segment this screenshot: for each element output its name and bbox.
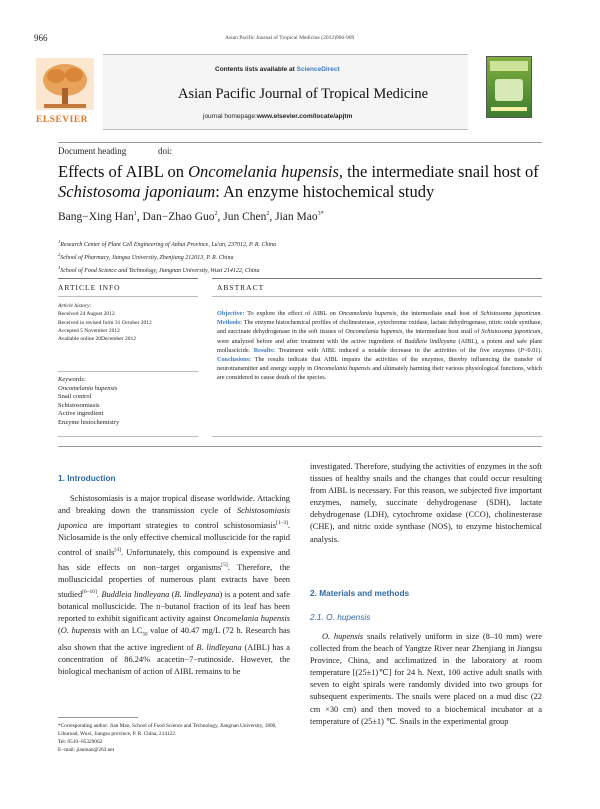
- author-list: [58, 211, 324, 223]
- introduction-continued-paragraph: investigated. Therefore, studying the activities of enzymes in the soft tissues of healthy snails and the changes that could occur resulting from AIBL is necessary. For this reason, we subjected five important enzymes, namely, succinate dehydrogenase (SDH), lactate dehydrogenase (LDH), cytochrome oxidase (CCO), cholinesterase (CHE), and nitric oxide synthase (NOS), to enzyme histochemical analysis.: [310, 462, 542, 544]
- divider: [58, 717, 138, 718]
- history-item: Received in revised form 31 October 2012: [58, 319, 152, 326]
- introduction-paragraph: Schistosomiasis is a major tropical disease worldwide. Attacking and breaking down the transmission cycle of Schistosomiasis japonica are important strategies to control schistosomiasis[1–3]. Niclosamide is the only effective chemical molluscicide for the rapid control of snails[4]. Unfortunately, this compound is expensive and has side effects on non−target organisms[5]. Therefore, the molluscicidal properties of numerous plant extracts have been studied[6–10]. Buddleia lindleyana (B. lindleyana) is a potent and safe botanical molluscicide. The n−butanol fraction of its leaf has been reported to exhibit significant activity against Oncomelania hupensis (O. hupensis with an $LC_{50}$ value of 40.47 mg/L (72 h. Research has also shown that the active ingredient of B. lindleyana (AIBL) has a concentration of 86.24% acacetin−7−rutinoside. However, the biological mechanism of action of AIBL remains to be: [58, 494, 291, 677]
- author: Dan−Zhao Guo$^2$,: [142, 211, 224, 223]
- running-head: Asian Pacific Journal of Tropical Medicine (2012)966-969: [225, 35, 355, 41]
- author: Jian Mao$^{3*}$: [275, 211, 324, 223]
- article-title: Effects of AIBL on Oncomelania hupensis, the intermediate snail host of Schistosoma japoniaum: An enzyme histochemical study: [58, 162, 539, 201]
- divider: [58, 296, 198, 297]
- keyword: Schistosomiasis: [58, 401, 100, 409]
- section-heading-introduction: 1. Introduction: [58, 473, 116, 483]
- history-item: Accepted 5 November 2012: [58, 327, 120, 334]
- keyword: Oncomelania hupensis: [58, 384, 118, 392]
- sciencedirect-link[interactable]: ScienceDirect: [296, 66, 340, 73]
- journal-title: Asian Pacific Journal of Tropical Medicine: [178, 86, 429, 102]
- subsection-heading-o-hupensis: 2.1. O. hupensis: [310, 612, 371, 622]
- divider: [212, 296, 542, 297]
- journal-cover-image: [486, 56, 532, 118]
- keyword: Snail control: [58, 393, 92, 400]
- keyword: Enzyme histochemistry: [58, 418, 120, 426]
- doi-label: doi:: [158, 146, 173, 156]
- divider: [58, 278, 198, 279]
- materials-paragraph: O. hupensis snails relatively uniform in size (8–10 mm) were collected from the beach of Yangtze River near Zhenjiang in Jiangsu Province, China, and acclimatized in the laboratory at room temperature [(25±1)℃] for 24 h. Next, 100 active adult snails with seven to eight spirals were randomly divided into two groups for subsequent experiments. The snails were placed on a mud disc (22 cm ×30 cm) and then moved to a biochemical incubator at a temperature of (25±1) ℃. Snails in the experimental group: [310, 632, 542, 726]
- corresponding-email[interactable]: E−mail: jianmao@263.net: [58, 747, 115, 753]
- keyword: Active ingredient: [58, 410, 104, 417]
- divider: [58, 371, 198, 372]
- page-number: 966: [34, 33, 48, 43]
- affiliations: [58, 237, 276, 276]
- document-heading: Document heading: [58, 146, 127, 156]
- history-item: Received 24 August 2012: [58, 311, 115, 318]
- journal-homepage: journal homepage:www.elsevier.com/locate/apjtm: [203, 113, 353, 120]
- section-heading-materials: 2. Materials and methods: [310, 588, 410, 598]
- divider: [212, 278, 542, 279]
- article-history: Article history: Received 24 August 2012 Received in revised form 31 October 2012 Accepted 5 November 2012 Available online 20December 2012: [58, 303, 152, 343]
- divider: [58, 436, 198, 437]
- affiliation: $^1$Research Center of Plant Cell Engineering of Anhui Province, Lu'an, 237012, P. R. China: [58, 239, 277, 248]
- author: Jun Chen$^2$,: [223, 211, 276, 223]
- affiliation: $^3$School of Food Science and Technology, Jiangnan University, Wuxi 214122, China: [58, 265, 260, 274]
- journal-homepage-link[interactable]: www.elsevier.com/locate/apjtm: [256, 113, 353, 120]
- history-item: Available online 20December 2012: [58, 336, 136, 343]
- divider: [212, 436, 542, 437]
- divider: [58, 446, 542, 447]
- contents-available: Contents lists available at ScienceDirect: [215, 66, 340, 73]
- abstract-text: Objective: To explore the effect of AIBL on Oncomelania hupensis, the intermediate snail host of Schistosoma japonicum. Methods: The enzyme histochemical profiles of cholinesterase, cytochrome oxidase, lactate dehydrogenase, nitric oxide synthase, and succinate dehydrogenase in the soft tissues of Oncomelania hupensis, the intermediate host snail of Schistosoma japonicum, were analyzed before and after treatment with the active ingredient of Buddleia lindleyana (AIBL), a potent and safe plant molluscicide. Results: Treatment with AIBL induced a notable decrease in the activities of the five enzymes (P<0.01). Conclusions: The results indicate that AIBL impairs the activities of the enzymes, thereby influencing the transfer of neurotransmitter and energy supply in Oncomelania hupensis and ultimately harming their various physiological functions, which are considered to cause death of the species.: [217, 310, 543, 382]
- abstract-heading: ABSTRACT: [217, 283, 265, 292]
- divider: [58, 142, 542, 143]
- affiliation: $^2$School of Pharmacy, Jiangsu University, Zhenjiang 212013, P. R. China: [58, 252, 234, 261]
- footnote: *Corresponding author: Jian Mao, School of Food Science and Technology, Jiangnan University, 1800, Lihuroad, Wuxi, Jiangsu province, P. R. China, 214122. Tel: 0510−85329062 E−mail: jianmao@263.net: [58, 722, 290, 754]
- author: Bang−Xing Han$^1$,: [58, 211, 143, 223]
- article-info-heading: ARTICLE INFO: [58, 283, 121, 292]
- keywords: Keywords: Oncomelania hupensis Snail control Schistosomiasis Active ingredient Enzyme histochemistry: [58, 376, 120, 426]
- publisher-name: ELSEVIER: [36, 115, 89, 125]
